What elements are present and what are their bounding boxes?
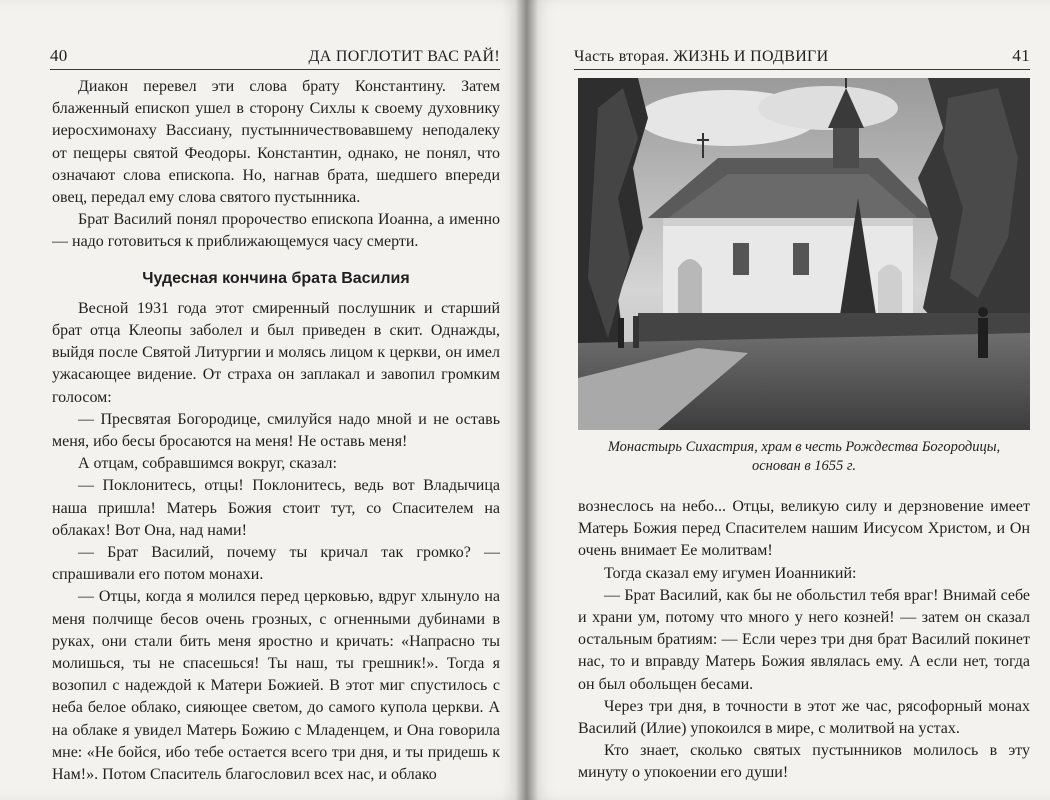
monastery-photo [578, 78, 1030, 430]
paragraph: Диакон перевел эти слова брату Константину. Затем блаженный епископ ушел в сторону Сихлы к своему духовнику иеросхимонаху Вассиану, пустынничествовавшему неподалеку от пещеры святой Феодоры. Константин, однако, не понял, что означают слова епископа. Но, нагнав брата, шедшего впереди овец, передал ему слова святого пустынника. [52, 78, 500, 207]
photo-caption-line-2: основан в 1655 г. [751, 458, 857, 474]
paragraph: Через три дня, в точности в этот же час, рясофорный монах Василий (Илие) упокоился в мире, с молитвой на устах. [578, 697, 1030, 738]
section-heading: Чудесная кончина брата Василия [142, 269, 410, 287]
paragraph: — Поклонитесь, отцы! Поклонитесь, ведь вот Владычица наша пришла! Матерь Божия стоит тут, со Спасителем на облаках! Вот Она, над нами! [52, 477, 500, 539]
running-title-left: ДА ПОГЛОТИТ ВАС РАЙ! [308, 48, 500, 65]
paragraph: Брат Василий понял пророчество епископа Иоанна, а именно — надо готовиться к приближающемуся часу смерти. [52, 211, 500, 251]
paragraph: — Пресвятая Богородице, смилуйся надо мной и не оставь меня, ибо бесы бросаются на меня! Не оставь меня! [52, 410, 500, 451]
paragraph: — Брат Василий, почему ты кричал так громко? — спрашивали его потом монахи. [52, 544, 500, 584]
photo-caption [578, 438, 1030, 476]
paragraph: Кто знает, сколько святых пустынников молилось в эту минуту о упокоении его души! [578, 742, 1030, 782]
page-number-left: 40 [50, 46, 68, 65]
photo-caption-line-1: Монастырь Сихастрия, храм в честь Рождества Богородицы, [607, 439, 1001, 455]
book-gutter [516, 0, 538, 800]
paragraph: Тогда сказал ему игумен Иоанникий: [604, 564, 857, 582]
paragraph: вознеслось на небо... Отцы, великую силу и дерзновение имеет Матерь Божия перед Спасителем нашим Иисусом Христом, и Он очень внимает Ее молитвам! [578, 498, 1030, 560]
page-number-right: 41 [1012, 46, 1030, 65]
paragraph: — Брат Василий, как бы не обольстил тебя враг! Внимай себе и храни ум, потому что много у него козней! — затем он сказал остальным братиям: — Если через три дня брат Василий покинет нас, то и вправду Матерь Божия являлась ему. А если нет, тогда он был обольщен бесами. [578, 586, 1030, 693]
paragraph: Весной 1931 года этот смиренный послушник и старший брат отца Клеопы заболел и был приведен в скит. Однажды, выйдя после Святой Литургии и молясь лицом к церкви, он имел ужасающее видение. От страха он заплакал и завопил громким голосом: [52, 299, 500, 406]
running-title-right: Часть вторая. ЖИЗНЬ И ПОДВИГИ [574, 48, 829, 65]
paragraph: А отцам, собравшимся вокруг, сказал: [78, 455, 337, 473]
right-running-head [574, 44, 1030, 70]
right-page [526, 0, 1050, 800]
left-body-text [52, 76, 500, 786]
paragraph: — Отцы, когда я молился перед церковью, вдруг хлынуло на меня полчище бесов очень грозных, с огненными дубинами в руках, они стали бить меня яростно и кричать: «Напрасно ты молишься, ты не спасешься! Ты наш, ты грешник!». Тогда я возопил с надеждой к Матери Божией. В этот миг спустилось с неба белое облако, сияющее светом, до самого купола церкви. А на облаке я увидел Матерь Божию с Младенцем, и Она говорила мне: «Не бойся, ибо тебе остается всего три дня, и ты придешь к Нам!». Потом Спаситель благословил всех нас, и облако [52, 588, 500, 784]
left-running-head [50, 44, 500, 70]
right-body-text [578, 496, 1030, 785]
monastery-photo-image [578, 78, 1030, 430]
